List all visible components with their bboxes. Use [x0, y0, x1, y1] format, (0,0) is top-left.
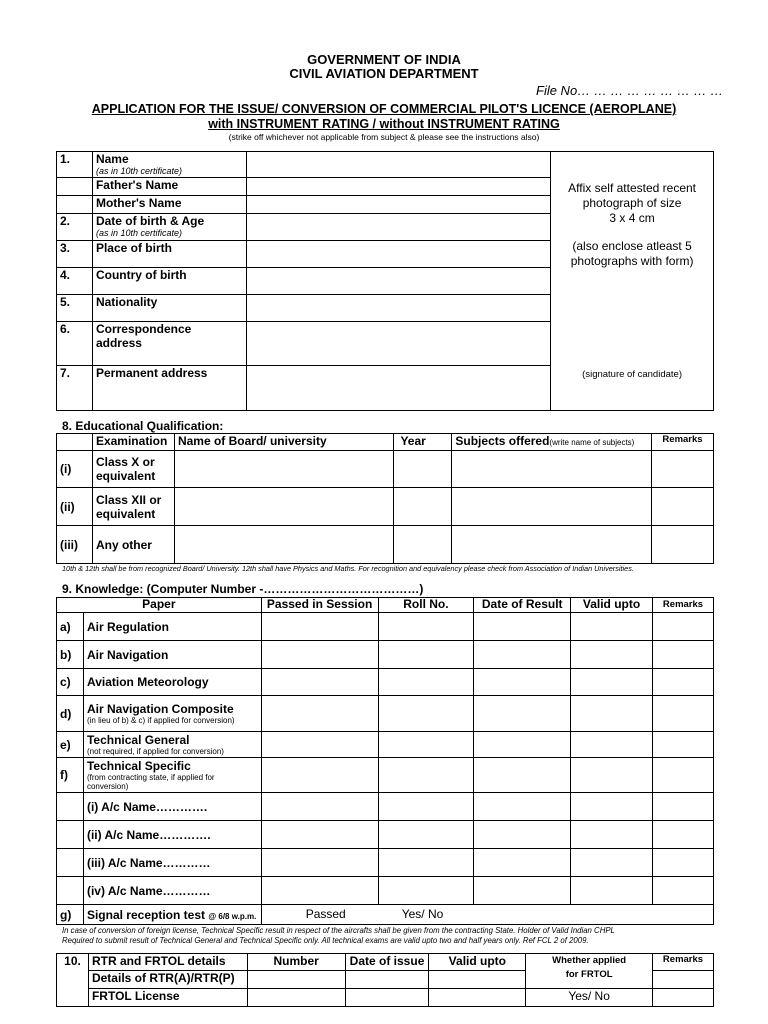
roll-no-field[interactable] — [378, 758, 474, 793]
paper-label: Technical Specific — [86, 759, 191, 773]
valid-upto-field[interactable] — [571, 669, 653, 696]
photo-instruction-5: photographs with form) — [570, 253, 694, 268]
remarks-field[interactable] — [652, 488, 714, 526]
row-number — [57, 793, 84, 821]
exam-label-2: equivalent — [95, 469, 156, 483]
row-number: (i) — [57, 451, 93, 488]
nationality-label: Nationality — [92, 295, 246, 322]
exam-label: Class X or — [95, 455, 155, 469]
date-result-field[interactable] — [474, 849, 571, 877]
valid-upto-field[interactable] — [571, 696, 653, 732]
remarks-field[interactable] — [652, 877, 713, 905]
subjects-field[interactable] — [452, 451, 652, 488]
row-number: b) — [57, 641, 84, 669]
paper-label: Aviation Meteorology — [86, 675, 209, 689]
year-field[interactable] — [394, 488, 452, 526]
education-note: 10th & 12th shall be from recognized Board/ University. 12th shall have Physics and Maths. For recognition and equivalency please check from Association of Indian Universities. — [62, 564, 634, 573]
paper-note: (from contracting state, if applied for conversion) — [86, 773, 215, 791]
date-result-field[interactable] — [474, 877, 571, 905]
roll-no-field[interactable] — [378, 641, 474, 669]
signal-yes-no[interactable]: Yes/ No — [401, 907, 444, 921]
table-row — [57, 849, 714, 877]
remarks-field[interactable] — [652, 526, 714, 564]
item-number: 5. — [57, 295, 93, 322]
knowledge-note-1: In case of conversion of foreign license, Technical Specific result in respect of the aircrafts shall be given from the contracting State. Holder of Valid Indian CHPL — [62, 926, 615, 935]
rtr-number-field[interactable] — [247, 971, 345, 988]
item-number: 3. — [57, 241, 93, 268]
paper-label: (iii) A/c Name………… — [86, 855, 211, 870]
photo-instruction-1: Affix self attested recent — [568, 180, 697, 195]
permanent-address-label: Permanent address — [92, 366, 246, 411]
signal-passed-label: Passed — [305, 907, 346, 921]
valid-upto-field[interactable] — [571, 821, 653, 849]
col-date-issue: Date of issue — [345, 954, 429, 971]
col-passed-session: Passed in Session — [261, 598, 378, 613]
country-of-birth-label: Country of birth — [92, 268, 246, 295]
form-title: APPLICATION FOR THE ISSUE/ CONVERSION OF COMMERCIAL PILOT'S LICENCE (AEROPLANE) — [91, 102, 677, 116]
col-valid-upto: Valid upto — [429, 954, 526, 971]
frtol-number-field[interactable] — [247, 988, 345, 1006]
signal-wpm: @ 6/8 w.p.m. — [208, 911, 257, 921]
frtol-license-label: FRTOL License — [88, 988, 247, 1006]
knowledge-table — [56, 597, 714, 925]
table-row — [57, 451, 714, 488]
date-result-field[interactable] — [474, 793, 571, 821]
board-field[interactable] — [174, 526, 394, 564]
rtr-issue-field[interactable] — [345, 971, 429, 988]
row-number: (iii) — [57, 526, 93, 564]
country-of-birth-field[interactable] — [246, 268, 550, 295]
passed-session-field[interactable] — [261, 849, 378, 877]
instruction-text: (strike off whichever not applicable from subject & please see the instructions also) — [228, 132, 540, 142]
subjects-field[interactable] — [452, 526, 652, 564]
table-row — [57, 613, 714, 641]
item-number: 1. — [57, 152, 93, 178]
form-subtitle: with INSTRUMENT RATING / without INSTRUMENT RATING — [208, 117, 560, 131]
passed-session-field[interactable] — [261, 641, 378, 669]
col-remarks: Remarks — [652, 598, 713, 613]
frtol-remarks-field[interactable] — [652, 988, 713, 1006]
rtr-valid-field[interactable] — [429, 971, 526, 988]
father-name-field[interactable] — [246, 178, 550, 196]
row-number: f) — [57, 758, 84, 793]
rtr-details-label: Details of RTR(A)/RTR(P) — [88, 971, 247, 988]
row-number: c) — [57, 669, 84, 696]
passed-session-field[interactable] — [261, 877, 378, 905]
date-result-field[interactable] — [474, 641, 571, 669]
col-roll-no: Roll No. — [378, 598, 474, 613]
item-number: 7. — [57, 366, 93, 411]
remarks-field[interactable] — [652, 669, 713, 696]
roll-no-field[interactable] — [378, 793, 474, 821]
passed-session-field[interactable] — [261, 613, 378, 641]
table-row — [57, 488, 714, 526]
frtol-valid-field[interactable] — [429, 988, 526, 1006]
name-label: Name — [95, 152, 129, 166]
col-whether-applied: Whether applied — [552, 955, 627, 966]
row-number: a) — [57, 613, 84, 641]
row-number — [57, 821, 84, 849]
education-table — [56, 433, 714, 564]
knowledge-note-2: Required to submit result of Technical General and Technical Specific only. All technical exams are valid upto two and half years only. Ref FCL 2 of 2009. — [62, 936, 589, 945]
valid-upto-field[interactable] — [571, 732, 653, 758]
table-row — [57, 758, 714, 793]
passed-session-field[interactable] — [261, 821, 378, 849]
correspondence-label-2: address — [95, 336, 142, 350]
item-number: 6. — [57, 322, 93, 366]
passed-session-field[interactable] — [261, 732, 378, 758]
col-subjects: Subjects offered — [455, 434, 550, 448]
file-no[interactable]: File No… … … … … … … … … — [536, 83, 724, 98]
photo-box[interactable] — [551, 152, 714, 411]
remarks-field[interactable] — [652, 821, 713, 849]
col-for-frtol: for FRTOL — [565, 969, 613, 980]
personal-details-table — [56, 151, 714, 411]
col-subjects-note: (write name of subjects) — [549, 438, 635, 447]
table-row — [57, 669, 714, 696]
remarks-field[interactable] — [652, 758, 713, 793]
signal-test-label: Signal reception test — [86, 907, 205, 922]
col-number: Number — [247, 954, 345, 971]
permanent-address-field[interactable] — [246, 366, 550, 411]
item-number: 4. — [57, 268, 93, 295]
roll-no-field[interactable] — [378, 849, 474, 877]
col-remarks: Remarks — [652, 434, 714, 451]
exam-label: Any other — [92, 526, 174, 564]
table-row — [57, 696, 714, 732]
exam-label: Class XII or — [95, 492, 162, 507]
paper-label: (ii) A/c Name…………. — [86, 827, 211, 842]
valid-upto-field[interactable] — [571, 641, 653, 669]
board-field[interactable] — [174, 488, 394, 526]
date-result-field[interactable] — [474, 758, 571, 793]
item-number: 2. — [57, 214, 93, 241]
row-number: (ii) — [57, 488, 93, 526]
place-of-birth-label: Place of birth — [92, 241, 246, 268]
frtol-yes-no[interactable]: Yes/ No — [526, 988, 653, 1006]
exam-label-2: equivalent — [95, 506, 156, 521]
roll-no-field[interactable] — [378, 669, 474, 696]
frtol-issue-field[interactable] — [345, 988, 429, 1006]
rtr-remarks-field[interactable] — [652, 971, 713, 988]
dob-label: Date of birth & Age — [95, 214, 205, 228]
education-heading: 8. Educational Qualification: — [62, 419, 224, 433]
row-number — [57, 849, 84, 877]
date-result-field[interactable] — [474, 669, 571, 696]
table-row — [57, 641, 714, 669]
subjects-field[interactable] — [452, 488, 652, 526]
row-number: g) — [57, 905, 84, 925]
roll-no-field[interactable] — [378, 732, 474, 758]
paper-label: Technical General — [86, 733, 190, 747]
paper-label: Air Regulation — [86, 619, 169, 634]
roll-no-field[interactable] — [378, 613, 474, 641]
date-result-field[interactable] — [474, 696, 571, 732]
table-row — [57, 821, 714, 849]
gov-title: GOVERNMENT OF INDIA — [307, 52, 461, 67]
table-row — [57, 793, 714, 821]
paper-note: (in lieu of b) & c) if applied for conversion) — [86, 716, 235, 725]
correspondence-address-field[interactable] — [246, 322, 550, 366]
dept-title: CIVIL AVIATION DEPARTMENT — [289, 66, 479, 81]
passed-session-field[interactable] — [261, 758, 378, 793]
roll-no-field[interactable] — [378, 821, 474, 849]
valid-upto-field[interactable] — [571, 849, 653, 877]
col-year: Year — [394, 434, 452, 451]
dob-field[interactable] — [246, 214, 550, 241]
year-field[interactable] — [394, 526, 452, 564]
paper-label: (iv) A/c Name………… — [86, 883, 211, 898]
remarks-field[interactable] — [652, 849, 713, 877]
remarks-field[interactable] — [652, 613, 713, 641]
year-field[interactable] — [394, 451, 452, 488]
col-remarks: Remarks — [652, 954, 713, 971]
mother-name-label: Mother's Name — [92, 196, 246, 214]
remarks-field[interactable] — [652, 793, 713, 821]
photo-instruction-4: (also enclose atleast 5 — [572, 238, 692, 253]
row-number — [57, 877, 84, 905]
photo-instruction-2: photograph of size — [582, 195, 682, 210]
table-row — [57, 732, 714, 758]
roll-no-field[interactable] — [378, 696, 474, 732]
row-number: e) — [57, 732, 84, 758]
correspondence-label: Correspondence — [95, 322, 192, 336]
roll-no-field[interactable] — [378, 877, 474, 905]
mother-name-field[interactable] — [246, 196, 550, 214]
paper-note: (not required, if applied for conversion) — [86, 747, 224, 756]
passed-session-field[interactable] — [261, 669, 378, 696]
place-of-birth-field[interactable] — [246, 241, 550, 268]
col-valid-upto: Valid upto — [571, 598, 653, 613]
col-date-result: Date of Result — [474, 598, 571, 613]
col-board: Name of Board/ university — [174, 434, 394, 451]
valid-upto-field[interactable] — [571, 877, 653, 905]
col-examination: Examination — [92, 434, 174, 451]
remarks-field[interactable] — [652, 732, 713, 758]
valid-upto-field[interactable] — [571, 758, 653, 793]
remarks-field[interactable] — [652, 451, 714, 488]
remarks-field[interactable] — [652, 696, 713, 732]
item-number: 10. — [57, 954, 89, 1007]
date-result-field[interactable] — [474, 821, 571, 849]
board-field[interactable] — [174, 451, 394, 488]
date-result-field[interactable] — [474, 732, 571, 758]
name-note: (as in 10th certificate) — [95, 166, 182, 176]
passed-session-field[interactable] — [261, 793, 378, 821]
paper-label: Air Navigation Composite — [86, 702, 234, 716]
col-rtr-title: RTR and FRTOL details — [88, 954, 247, 971]
valid-upto-field[interactable] — [571, 793, 653, 821]
col-paper: Paper — [57, 598, 262, 613]
table-row — [57, 526, 714, 564]
photo-instruction-3: 3 x 4 cm — [609, 210, 655, 225]
signature-label: (signature of candidate) — [582, 368, 682, 380]
row-number: d) — [57, 696, 84, 732]
passed-session-field[interactable] — [261, 696, 378, 732]
name-field[interactable] — [246, 152, 550, 178]
paper-label: Air Navigation — [86, 647, 169, 662]
nationality-field[interactable] — [246, 295, 550, 322]
father-name-label: Father's Name — [92, 178, 246, 196]
remarks-field[interactable] — [652, 641, 713, 669]
date-result-field[interactable] — [474, 613, 571, 641]
valid-upto-field[interactable] — [571, 613, 653, 641]
dob-note: (as in 10th certificate) — [95, 228, 182, 238]
rtr-table — [56, 953, 714, 1007]
paper-label: (i) A/c Name…………. — [86, 799, 208, 814]
knowledge-heading: 9. Knowledge: (Computer Number -…………………………………) — [62, 582, 424, 596]
table-row — [57, 877, 714, 905]
